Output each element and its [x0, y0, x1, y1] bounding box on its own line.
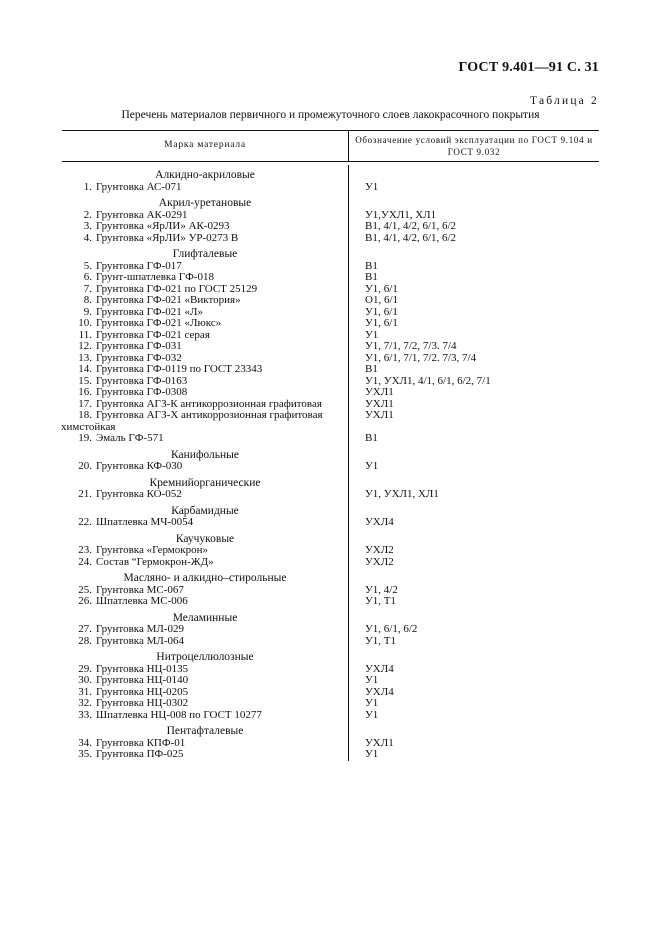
group-title: Глифталевые: [172, 248, 238, 260]
material-name: Грунтовка ГФ-0308: [96, 386, 188, 398]
material-name: Грунтовка ГФ-021 «Люкс»: [96, 317, 222, 329]
material-name: Грунтовка НЦ-0135: [96, 662, 189, 675]
conditions-value: У1, 6/1: [365, 305, 398, 318]
material-name: Грунтовка ГФ-0163: [96, 374, 188, 387]
material-name-continuation: химстойкая: [61, 420, 116, 433]
material-name: Состав “Гермокрон-ЖД»: [96, 555, 214, 568]
row-number: 27.: [78, 623, 92, 635]
row-number: 24.: [78, 555, 92, 568]
row-number: 32.: [78, 697, 92, 709]
conditions-value: У1: [365, 460, 379, 472]
row-number: 18.: [78, 409, 92, 421]
material-group: [62, 529, 599, 569]
group-title: Каучуковые: [175, 532, 235, 545]
conditions-value: У1, Т1: [365, 634, 397, 647]
column-header-conditions: Обозначение условий эксплуатации по ГОСТ 9.104 и ГОСТ 9.032: [355, 135, 593, 157]
row-number: 11.: [78, 328, 92, 341]
material-name: Грунтовка АГЗ-Х антикоррозионная графитовая: [96, 409, 323, 421]
table-row: [62, 233, 599, 245]
table-row: [62, 596, 599, 608]
row-number: 7.: [83, 282, 92, 295]
conditions-value: В1: [365, 432, 378, 444]
table-row: [62, 749, 599, 761]
conditions-value: У1: [365, 748, 379, 760]
conditions-value: В1: [365, 363, 378, 375]
row-number: 8.: [83, 294, 92, 306]
group-title: Акрил-уретановые: [158, 197, 252, 209]
table-row: [62, 461, 599, 473]
table-row: [62, 410, 599, 422]
conditions-value: У1, 6/1, 7/1, 7/2. 7/3, 7/4: [365, 351, 477, 364]
material-name: Грунтовка КФ-030: [96, 460, 183, 472]
table-title: Перечень материалов первичного и промежуточного слоев лакокрасочного покрытия: [121, 109, 540, 121]
material-group: [62, 162, 599, 193]
group-title: Кремнийорганические: [149, 476, 261, 489]
material-group: [62, 501, 599, 529]
material-group: [62, 568, 599, 608]
row-number: 4.: [83, 231, 92, 244]
material-name: Грунтовка ГФ-032: [96, 351, 182, 364]
material-name: Шпатлевка МЧ-0054: [96, 516, 194, 528]
row-number: 2.: [83, 208, 92, 221]
row-number: 16.: [78, 386, 92, 398]
conditions-value: УХЛ1: [365, 736, 394, 749]
row-number: 6.: [83, 271, 92, 283]
row-number: 17.: [78, 397, 92, 410]
material-name: Грунтовка ГФ-021 по ГОСТ 25129: [96, 282, 258, 295]
table-row: [62, 710, 599, 722]
table-row: [62, 545, 599, 557]
group-title: Нитроцеллюлозные: [156, 651, 254, 663]
material-name: Эмаль ГФ-571: [96, 432, 164, 444]
conditions-value: У1: [365, 708, 379, 721]
conditions-value: УХЛ4: [365, 662, 394, 675]
conditions-value: У1: [365, 697, 379, 709]
material-name: Грунтовка ГФ-017: [96, 259, 182, 272]
material-name: Грунтовка ГФ-021 серая: [96, 328, 210, 341]
group-title: Масляно- и алкидно–стирольные: [123, 572, 287, 584]
row-number: 19.: [78, 432, 92, 444]
table-row: [62, 433, 599, 445]
table-row: [62, 318, 599, 330]
conditions-value: УХЛ2: [365, 555, 394, 568]
material-name: Грунтовка МЛ-029: [96, 623, 184, 635]
page-header: ГОСТ 9.401—91 С. 31: [458, 60, 599, 75]
group-title: Пентафталевые: [166, 725, 244, 737]
table-row: [62, 557, 599, 569]
row-number: 14.: [78, 363, 92, 375]
group-title: Карбамидные: [171, 504, 239, 517]
material-name: Грунтовка АС-071: [96, 180, 182, 193]
table-row: [62, 517, 599, 529]
table-row: [62, 295, 599, 307]
material-group: [62, 647, 599, 721]
row-number: 26.: [78, 595, 92, 607]
conditions-value: У1: [365, 674, 379, 686]
table-row: [62, 272, 599, 284]
material-name: Грунт-шпатлевка ГФ-018: [96, 271, 214, 283]
material-name: Грунтовка «ЯрЛИ» УР-0273 В: [96, 231, 239, 244]
row-number: 5.: [83, 259, 92, 272]
conditions-value: УХЛ4: [365, 516, 394, 528]
conditions-value: У1, 6/1: [365, 317, 398, 329]
row-number: 12.: [78, 340, 92, 352]
material-name: Грунтовка КПФ-01: [96, 736, 186, 749]
materials-table: [62, 130, 599, 761]
conditions-value: У1: [365, 180, 379, 193]
material-name: Грунтовка ГФ-031: [96, 340, 182, 352]
table-row: [62, 221, 599, 233]
conditions-value: УХЛ1: [365, 386, 394, 398]
table-label: Таблица 2: [530, 95, 599, 107]
conditions-value: УХЛ2: [365, 544, 394, 556]
row-number: 21.: [78, 488, 92, 500]
table-row: [62, 387, 599, 399]
row-number: 1.: [83, 180, 92, 193]
conditions-value: У1, УХЛ1, 4/1, 6/1, 6/2, 7/1: [365, 374, 491, 387]
conditions-value: УХЛ4: [365, 685, 394, 698]
conditions-value: В1, 4/1, 4/2, 6/1, 6/2: [365, 231, 457, 244]
conditions-value: У1, УХЛ1, ХЛ1: [365, 488, 439, 500]
conditions-value: В1, 4/1, 4/2, 6/1, 6/2: [365, 220, 457, 232]
conditions-value: В1: [365, 259, 378, 272]
row-number: 3.: [83, 220, 92, 232]
material-name: Шпатлевка НЦ-008 по ГОСТ 10277: [96, 708, 262, 721]
material-name: Грунтовка ГФ-021 «Виктория»: [96, 294, 241, 306]
conditions-value: У1, 6/1, 6/2: [365, 623, 418, 635]
material-name: Грунтовка МС-067: [96, 583, 184, 596]
material-group: [62, 473, 599, 501]
conditions-value: У1, Т1: [365, 595, 397, 607]
row-number: 34.: [78, 736, 92, 749]
column-header-material: Марка материала: [164, 140, 246, 150]
material-group: [62, 244, 599, 445]
material-name: Грунтовка АГЗ-К антикоррозионная графитовая: [96, 397, 322, 410]
material-group: [62, 721, 599, 761]
row-number: 28.: [78, 634, 92, 647]
row-number: 20.: [78, 460, 92, 472]
group-title: Меламинные: [172, 611, 238, 624]
material-name: Грунтовка ПФ-025: [96, 748, 184, 760]
material-name: Грунтовка КО-052: [96, 488, 182, 500]
conditions-value: УХЛ1: [365, 397, 394, 410]
table-row: [62, 182, 599, 194]
row-number: 13.: [78, 351, 92, 364]
conditions-value: У1, 6/1: [365, 282, 398, 295]
group-title: Алкидно-акриловые: [155, 169, 255, 181]
table-header: [62, 130, 599, 162]
table-body: [62, 162, 599, 761]
material-name: Шпатлевка МС-006: [96, 595, 188, 607]
row-number: 29.: [78, 662, 92, 675]
table-row: [62, 489, 599, 501]
conditions-value: У1, 4/2: [365, 583, 398, 596]
material-name: Грунтовка «ЯрЛИ» АК-0293: [96, 220, 230, 232]
material-name: Грунтовка НЦ-0140: [96, 674, 189, 686]
row-number: 22.: [78, 516, 92, 528]
material-group: [62, 193, 599, 244]
group-title: Канифольные: [171, 448, 239, 461]
row-number: 9.: [83, 305, 92, 318]
row-number: 15.: [78, 374, 92, 387]
material-name: Грунтовка ГФ-021 «Л»: [96, 305, 203, 318]
conditions-value: У1: [365, 328, 379, 341]
material-name: Грунтовка НЦ-0302: [96, 697, 189, 709]
conditions-value: О1, 6/1: [365, 294, 398, 306]
row-number: 33.: [78, 708, 92, 721]
material-name: Грунтовка «Гермокрон»: [96, 544, 209, 556]
table-row: [62, 698, 599, 710]
table-row: [62, 675, 599, 687]
row-number: 25.: [78, 583, 92, 596]
row-number: 23.: [78, 544, 92, 556]
row-number: 35.: [78, 748, 92, 760]
table-row: [62, 636, 599, 648]
row-number: 10.: [78, 317, 92, 329]
conditions-value: У1,УХЛ1, ХЛ1: [365, 208, 437, 221]
conditions-value: В1: [365, 271, 378, 283]
table-row: [62, 341, 599, 353]
conditions-value: УХЛ1: [365, 409, 394, 421]
table-row: [62, 364, 599, 376]
material-name: Грунтовка АК-0291: [96, 208, 188, 221]
conditions-value: У1, 7/1, 7/2, 7/3. 7/4: [365, 340, 457, 352]
material-name: Грунтовка МЛ-064: [96, 634, 184, 647]
material-name: Грунтовка ГФ-0119 по ГОСТ 23343: [96, 363, 263, 375]
table-row: [62, 624, 599, 636]
row-number: 30.: [78, 674, 92, 686]
material-group: [62, 608, 599, 648]
material-group: [62, 445, 599, 473]
material-name: Грунтовка НЦ-0205: [96, 685, 189, 698]
row-number: 31.: [78, 685, 92, 698]
